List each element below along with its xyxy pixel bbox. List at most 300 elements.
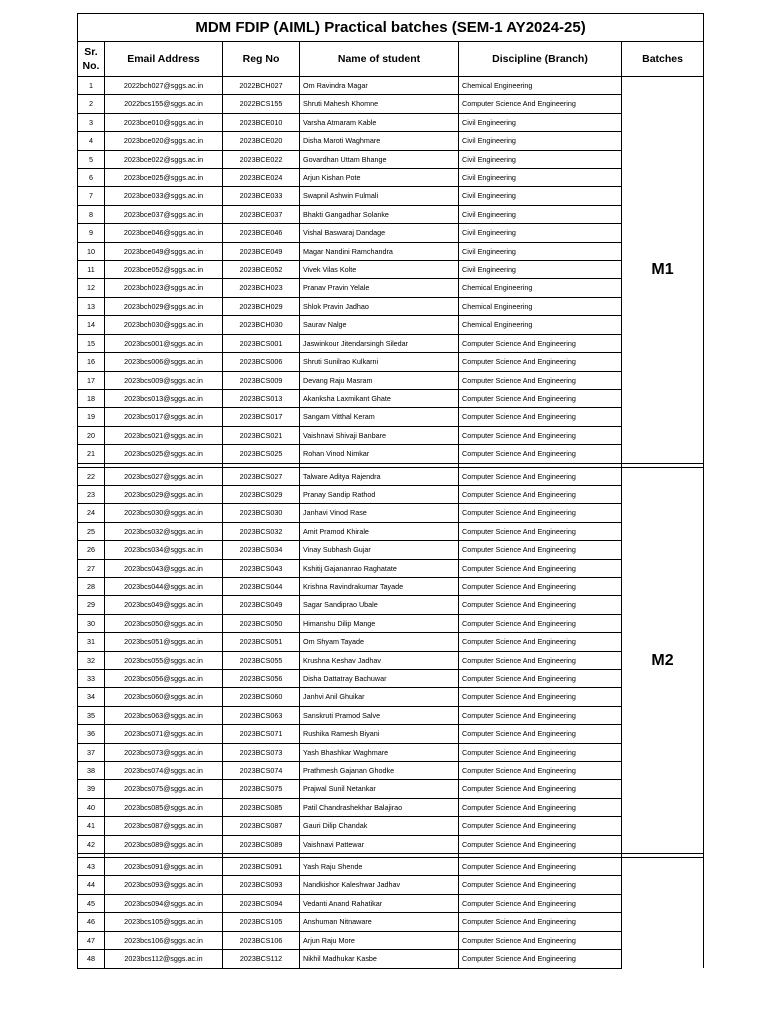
cell-sr-no: 29 — [78, 596, 105, 614]
cell-sr-no: 17 — [78, 371, 105, 389]
cell-student-name: Janhvi Anil Ghuikar — [300, 688, 459, 706]
cell-discipline: Computer Science And Engineering — [459, 389, 622, 407]
cell-sr-no: 1 — [78, 77, 105, 95]
cell-discipline: Computer Science And Engineering — [459, 876, 622, 894]
batch-label: M1 — [622, 77, 704, 464]
cell-reg-no: 2023BCS027 — [223, 467, 300, 485]
cell-student-name: Yash Bhashkar Waghmare — [300, 743, 459, 761]
cell-reg-no: 2023BCS075 — [223, 780, 300, 798]
cell-email: 2023bcs112@sggs.ac.in — [105, 950, 223, 968]
cell-sr-no: 38 — [78, 762, 105, 780]
table-row — [78, 353, 704, 371]
cell-discipline: Computer Science And Engineering — [459, 445, 622, 463]
table-row — [78, 242, 704, 260]
cell-sr-no: 40 — [78, 798, 105, 816]
cell-email: 2023bch029@sggs.ac.in — [105, 297, 223, 315]
cell-discipline: Civil Engineering — [459, 187, 622, 205]
cell-discipline: Computer Science And Engineering — [459, 780, 622, 798]
cell-student-name: Magar Nandini Ramchandra — [300, 242, 459, 260]
table-row — [78, 371, 704, 389]
table-row — [78, 485, 704, 503]
cell-email: 2023bcs091@sggs.ac.in — [105, 858, 223, 876]
cell-reg-no: 2023BCE049 — [223, 242, 300, 260]
cell-discipline: Computer Science And Engineering — [459, 688, 622, 706]
cell-discipline: Computer Science And Engineering — [459, 426, 622, 444]
cell-sr-no: 22 — [78, 467, 105, 485]
cell-student-name: Akanksha Laxmikant Ghate — [300, 389, 459, 407]
cell-reg-no: 2023BCS029 — [223, 485, 300, 503]
table-row — [78, 614, 704, 632]
cell-email: 2023bcs056@sggs.ac.in — [105, 670, 223, 688]
table-row — [78, 950, 704, 968]
table-row — [78, 913, 704, 931]
cell-discipline: Civil Engineering — [459, 224, 622, 242]
table-row — [78, 224, 704, 242]
cell-email: 2023bcs105@sggs.ac.in — [105, 913, 223, 931]
cell-student-name: Gauri Dilip Chandak — [300, 817, 459, 835]
cell-student-name: Govardhan Uttam Bhange — [300, 150, 459, 168]
table-row — [78, 688, 704, 706]
cell-discipline: Computer Science And Engineering — [459, 95, 622, 113]
cell-reg-no: 2023BCS063 — [223, 706, 300, 724]
cell-reg-no: 2023BCE037 — [223, 205, 300, 223]
cell-email: 2023bce010@sggs.ac.in — [105, 113, 223, 131]
table-row — [78, 408, 704, 426]
cell-email: 2023bcs034@sggs.ac.in — [105, 541, 223, 559]
cell-sr-no: 26 — [78, 541, 105, 559]
cell-sr-no: 34 — [78, 688, 105, 706]
table-row — [78, 261, 704, 279]
batch-table — [77, 13, 704, 969]
cell-email: 2023bcs043@sggs.ac.in — [105, 559, 223, 577]
cell-student-name: Krishna Ravindrakumar Tayade — [300, 577, 459, 595]
cell-student-name: Bhakti Gangadhar Solanke — [300, 205, 459, 223]
cell-sr-no: 46 — [78, 913, 105, 931]
table-row — [78, 95, 704, 113]
table-row — [78, 743, 704, 761]
cell-discipline: Computer Science And Engineering — [459, 798, 622, 816]
cell-discipline: Computer Science And Engineering — [459, 913, 622, 931]
cell-reg-no: 2023BCE046 — [223, 224, 300, 242]
cell-sr-no: 7 — [78, 187, 105, 205]
cell-reg-no: 2023BCS021 — [223, 426, 300, 444]
table-row — [78, 522, 704, 540]
cell-student-name: Amit Pramod Khirale — [300, 522, 459, 540]
table-body — [78, 77, 704, 969]
cell-student-name: Arjun Raju More — [300, 931, 459, 949]
cell-reg-no: 2023BCE033 — [223, 187, 300, 205]
cell-discipline: Computer Science And Engineering — [459, 467, 622, 485]
table-row — [78, 316, 704, 334]
table-row — [78, 858, 704, 876]
cell-reg-no: 2023BCS087 — [223, 817, 300, 835]
cell-reg-no: 2023BCS006 — [223, 353, 300, 371]
cell-student-name: Disha Dattatray Bachuwar — [300, 670, 459, 688]
table-row — [78, 876, 704, 894]
table-row — [78, 835, 704, 853]
cell-student-name: Sanskruti Pramod Salve — [300, 706, 459, 724]
cell-student-name: Talware Aditya Rajendra — [300, 467, 459, 485]
cell-discipline: Computer Science And Engineering — [459, 950, 622, 968]
table-row — [78, 389, 704, 407]
table-row — [78, 279, 704, 297]
cell-reg-no: 2023BCS050 — [223, 614, 300, 632]
table-row — [78, 113, 704, 131]
cell-sr-no: 3 — [78, 113, 105, 131]
cell-reg-no: 2023BCS071 — [223, 725, 300, 743]
cell-discipline: Chemical Engineering — [459, 297, 622, 315]
cell-discipline: Computer Science And Engineering — [459, 931, 622, 949]
cell-discipline: Computer Science And Engineering — [459, 835, 622, 853]
cell-sr-no: 16 — [78, 353, 105, 371]
cell-discipline: Computer Science And Engineering — [459, 504, 622, 522]
table-row — [78, 132, 704, 150]
cell-student-name: Om Ravindra Magar — [300, 77, 459, 95]
cell-reg-no: 2023BCS094 — [223, 894, 300, 912]
cell-student-name: Prajwal Sunil Netankar — [300, 780, 459, 798]
cell-reg-no: 2023BCE052 — [223, 261, 300, 279]
header-name: Name of student — [300, 42, 459, 77]
cell-sr-no: 39 — [78, 780, 105, 798]
cell-discipline: Chemical Engineering — [459, 279, 622, 297]
cell-discipline: Civil Engineering — [459, 169, 622, 187]
cell-student-name: Vaishnavi Pattewar — [300, 835, 459, 853]
table-row — [78, 445, 704, 463]
cell-sr-no: 35 — [78, 706, 105, 724]
cell-sr-no: 42 — [78, 835, 105, 853]
cell-email: 2023bcs050@sggs.ac.in — [105, 614, 223, 632]
cell-sr-no: 8 — [78, 205, 105, 223]
table-row — [78, 577, 704, 595]
cell-email: 2023bcs030@sggs.ac.in — [105, 504, 223, 522]
cell-sr-no: 28 — [78, 577, 105, 595]
cell-student-name: Pranay Sandip Rathod — [300, 485, 459, 503]
cell-email: 2023bcs025@sggs.ac.in — [105, 445, 223, 463]
cell-discipline: Computer Science And Engineering — [459, 633, 622, 651]
cell-reg-no: 2023BCS049 — [223, 596, 300, 614]
cell-discipline: Computer Science And Engineering — [459, 858, 622, 876]
cell-email: 2023bce025@sggs.ac.in — [105, 169, 223, 187]
cell-email: 2023bce049@sggs.ac.in — [105, 242, 223, 260]
table-row — [78, 651, 704, 669]
cell-sr-no: 15 — [78, 334, 105, 352]
table-row — [78, 931, 704, 949]
cell-email: 2023bcs071@sggs.ac.in — [105, 725, 223, 743]
cell-email: 2023bce052@sggs.ac.in — [105, 261, 223, 279]
cell-discipline: Civil Engineering — [459, 242, 622, 260]
cell-email: 2023bcs060@sggs.ac.in — [105, 688, 223, 706]
cell-discipline: Computer Science And Engineering — [459, 577, 622, 595]
table-row — [78, 817, 704, 835]
cell-reg-no: 2023BCH029 — [223, 297, 300, 315]
cell-reg-no: 2023BCS055 — [223, 651, 300, 669]
cell-sr-no: 23 — [78, 485, 105, 503]
cell-sr-no: 31 — [78, 633, 105, 651]
cell-student-name: Sangam Vitthal Keram — [300, 408, 459, 426]
table-row — [78, 725, 704, 743]
cell-student-name: Shlok Pravin Jadhao — [300, 297, 459, 315]
table-row — [78, 706, 704, 724]
cell-reg-no: 2023BCS030 — [223, 504, 300, 522]
cell-discipline: Computer Science And Engineering — [459, 485, 622, 503]
cell-email: 2023bce020@sggs.ac.in — [105, 132, 223, 150]
table-row — [78, 297, 704, 315]
cell-email: 2023bcs006@sggs.ac.in — [105, 353, 223, 371]
cell-reg-no: 2023BCE020 — [223, 132, 300, 150]
table-row — [78, 504, 704, 522]
cell-discipline: Civil Engineering — [459, 150, 622, 168]
cell-email: 2023bcs027@sggs.ac.in — [105, 467, 223, 485]
batch-label — [622, 858, 704, 968]
cell-email: 2023bcs087@sggs.ac.in — [105, 817, 223, 835]
cell-email: 2023bcs013@sggs.ac.in — [105, 389, 223, 407]
cell-sr-no: 2 — [78, 95, 105, 113]
cell-sr-no: 9 — [78, 224, 105, 242]
table-row — [78, 205, 704, 223]
cell-discipline: Computer Science And Engineering — [459, 559, 622, 577]
cell-reg-no: 2023BCS105 — [223, 913, 300, 931]
cell-sr-no: 6 — [78, 169, 105, 187]
cell-reg-no: 2022BCH027 — [223, 77, 300, 95]
cell-student-name: Nikhil Madhukar Kasbe — [300, 950, 459, 968]
cell-email: 2023bcs049@sggs.ac.in — [105, 596, 223, 614]
table-row — [78, 780, 704, 798]
table-row — [78, 894, 704, 912]
document-title: MDM FDIP (AIML) Practical batches (SEM-1 AY2024-25) — [78, 14, 704, 42]
cell-email: 2023bcs094@sggs.ac.in — [105, 894, 223, 912]
cell-sr-no: 33 — [78, 670, 105, 688]
cell-reg-no: 2023BCE010 — [223, 113, 300, 131]
cell-reg-no: 2023BCS074 — [223, 762, 300, 780]
cell-email: 2023bch030@sggs.ac.in — [105, 316, 223, 334]
cell-reg-no: 2023BCS112 — [223, 950, 300, 968]
cell-reg-no: 2023BCS009 — [223, 371, 300, 389]
cell-sr-no: 48 — [78, 950, 105, 968]
cell-reg-no: 2023BCS017 — [223, 408, 300, 426]
cell-email: 2023bcs021@sggs.ac.in — [105, 426, 223, 444]
cell-sr-no: 11 — [78, 261, 105, 279]
cell-discipline: Computer Science And Engineering — [459, 522, 622, 540]
cell-student-name: Patil Chandrashekhar Balajirao — [300, 798, 459, 816]
cell-reg-no: 2023BCS044 — [223, 577, 300, 595]
cell-student-name: Shruti Mahesh Khomne — [300, 95, 459, 113]
cell-sr-no: 19 — [78, 408, 105, 426]
cell-discipline: Computer Science And Engineering — [459, 353, 622, 371]
cell-sr-no: 47 — [78, 931, 105, 949]
cell-student-name: Pranav Pravin Yelale — [300, 279, 459, 297]
cell-sr-no: 5 — [78, 150, 105, 168]
table-row — [78, 150, 704, 168]
cell-sr-no: 20 — [78, 426, 105, 444]
cell-email: 2023bcs009@sggs.ac.in — [105, 371, 223, 389]
cell-email: 2023bcs093@sggs.ac.in — [105, 876, 223, 894]
header-email: Email Address — [105, 42, 223, 77]
cell-discipline: Computer Science And Engineering — [459, 706, 622, 724]
cell-student-name: Krushna Keshav Jadhav — [300, 651, 459, 669]
cell-email: 2023bce046@sggs.ac.in — [105, 224, 223, 242]
cell-reg-no: 2023BCS060 — [223, 688, 300, 706]
cell-student-name: Swapnil Ashwin Fulmali — [300, 187, 459, 205]
cell-discipline: Civil Engineering — [459, 261, 622, 279]
cell-sr-no: 30 — [78, 614, 105, 632]
table-row — [78, 187, 704, 205]
cell-email: 2023bcs001@sggs.ac.in — [105, 334, 223, 352]
cell-reg-no: 2023BCS089 — [223, 835, 300, 853]
header-sr-no: Sr. No. — [78, 42, 105, 77]
cell-sr-no: 27 — [78, 559, 105, 577]
cell-student-name: Yash Raju Shende — [300, 858, 459, 876]
cell-reg-no: 2023BCE024 — [223, 169, 300, 187]
table-row — [78, 77, 704, 95]
cell-reg-no: 2023BCS106 — [223, 931, 300, 949]
cell-email: 2022bch027@sggs.ac.in — [105, 77, 223, 95]
cell-sr-no: 10 — [78, 242, 105, 260]
cell-student-name: Varsha Atmaram Kable — [300, 113, 459, 131]
cell-student-name: Vinay Subhash Gujar — [300, 541, 459, 559]
cell-email: 2023bcs029@sggs.ac.in — [105, 485, 223, 503]
cell-discipline: Chemical Engineering — [459, 77, 622, 95]
cell-discipline: Computer Science And Engineering — [459, 408, 622, 426]
cell-reg-no: 2023BCH023 — [223, 279, 300, 297]
cell-email: 2023bcs074@sggs.ac.in — [105, 762, 223, 780]
cell-email: 2023bcs089@sggs.ac.in — [105, 835, 223, 853]
cell-sr-no: 43 — [78, 858, 105, 876]
cell-email: 2023bcs017@sggs.ac.in — [105, 408, 223, 426]
cell-email: 2023bcs055@sggs.ac.in — [105, 651, 223, 669]
cell-reg-no: 2023BCS051 — [223, 633, 300, 651]
table-row — [78, 798, 704, 816]
batch-label: M2 — [622, 467, 704, 854]
cell-student-name: Vedanti Anand Rahatikar — [300, 894, 459, 912]
header-reg-no: Reg No — [223, 42, 300, 77]
cell-email: 2023bch023@sggs.ac.in — [105, 279, 223, 297]
cell-sr-no: 36 — [78, 725, 105, 743]
cell-sr-no: 24 — [78, 504, 105, 522]
cell-discipline: Computer Science And Engineering — [459, 762, 622, 780]
cell-email: 2023bcs051@sggs.ac.in — [105, 633, 223, 651]
cell-reg-no: 2023BCS034 — [223, 541, 300, 559]
cell-student-name: Jaswinkour Jitendarsingh Siledar — [300, 334, 459, 352]
cell-student-name: Sagar Sandiprao Ubale — [300, 596, 459, 614]
cell-sr-no: 13 — [78, 297, 105, 315]
table-row — [78, 467, 704, 485]
cell-email: 2023bcs073@sggs.ac.in — [105, 743, 223, 761]
cell-reg-no: 2023BCS043 — [223, 559, 300, 577]
cell-student-name: Rohan Vinod Nimkar — [300, 445, 459, 463]
table-row — [78, 334, 704, 352]
table-row — [78, 670, 704, 688]
table-row — [78, 596, 704, 614]
header-discipline: Discipline (Branch) — [459, 42, 622, 77]
cell-sr-no: 25 — [78, 522, 105, 540]
cell-discipline: Computer Science And Engineering — [459, 596, 622, 614]
cell-discipline: Computer Science And Engineering — [459, 651, 622, 669]
cell-student-name: Arjun Kishan Pote — [300, 169, 459, 187]
cell-student-name: Prathmesh Gajanan Ghodke — [300, 762, 459, 780]
cell-reg-no: 2023BCS056 — [223, 670, 300, 688]
cell-email: 2023bce022@sggs.ac.in — [105, 150, 223, 168]
table-row — [78, 762, 704, 780]
cell-reg-no: 2023BCS013 — [223, 389, 300, 407]
cell-discipline: Computer Science And Engineering — [459, 371, 622, 389]
cell-reg-no: 2023BCS093 — [223, 876, 300, 894]
cell-reg-no: 2022BCS155 — [223, 95, 300, 113]
cell-sr-no: 4 — [78, 132, 105, 150]
cell-student-name: Vivek Vilas Kolte — [300, 261, 459, 279]
cell-student-name: Janhavi Vinod Rase — [300, 504, 459, 522]
header-batches: Batches — [622, 42, 704, 77]
cell-email: 2023bcs044@sggs.ac.in — [105, 577, 223, 595]
cell-reg-no: 2023BCS091 — [223, 858, 300, 876]
cell-discipline: Computer Science And Engineering — [459, 541, 622, 559]
cell-sr-no: 45 — [78, 894, 105, 912]
cell-student-name: Kshitij Gajananrao Raghatate — [300, 559, 459, 577]
cell-student-name: Himanshu Dilip Mange — [300, 614, 459, 632]
cell-student-name: Vaishnavi Shivaji Banbare — [300, 426, 459, 444]
cell-sr-no: 12 — [78, 279, 105, 297]
table-row — [78, 541, 704, 559]
cell-student-name: Om Shyam Tayade — [300, 633, 459, 651]
cell-discipline: Computer Science And Engineering — [459, 894, 622, 912]
cell-student-name: Nandkishor Kaleshwar Jadhav — [300, 876, 459, 894]
cell-email: 2023bcs063@sggs.ac.in — [105, 706, 223, 724]
cell-student-name: Vishal Baswaraj Dandage — [300, 224, 459, 242]
cell-reg-no: 2023BCH030 — [223, 316, 300, 334]
cell-sr-no: 18 — [78, 389, 105, 407]
cell-reg-no: 2023BCS085 — [223, 798, 300, 816]
cell-discipline: Chemical Engineering — [459, 316, 622, 334]
cell-sr-no: 41 — [78, 817, 105, 835]
cell-student-name: Saurav Nalge — [300, 316, 459, 334]
cell-sr-no: 32 — [78, 651, 105, 669]
cell-discipline: Civil Engineering — [459, 113, 622, 131]
cell-student-name: Rushika Ramesh Biyani — [300, 725, 459, 743]
cell-reg-no: 2023BCS001 — [223, 334, 300, 352]
cell-discipline: Computer Science And Engineering — [459, 614, 622, 632]
cell-email: 2023bce033@sggs.ac.in — [105, 187, 223, 205]
cell-student-name: Devang Raju Masram — [300, 371, 459, 389]
cell-student-name: Disha Maroti Waghmare — [300, 132, 459, 150]
cell-student-name: Shruti Sunilrao Kulkarni — [300, 353, 459, 371]
cell-reg-no: 2023BCS025 — [223, 445, 300, 463]
cell-discipline: Civil Engineering — [459, 205, 622, 223]
cell-student-name: Anshuman Nitnaware — [300, 913, 459, 931]
cell-email: 2022bcs155@sggs.ac.in — [105, 95, 223, 113]
cell-email: 2023bcs032@sggs.ac.in — [105, 522, 223, 540]
cell-discipline: Civil Engineering — [459, 132, 622, 150]
batch-sheet — [77, 13, 703, 969]
cell-sr-no: 21 — [78, 445, 105, 463]
cell-email: 2023bcs106@sggs.ac.in — [105, 931, 223, 949]
cell-discipline: Computer Science And Engineering — [459, 817, 622, 835]
cell-email: 2023bce037@sggs.ac.in — [105, 205, 223, 223]
cell-email: 2023bcs085@sggs.ac.in — [105, 798, 223, 816]
cell-discipline: Computer Science And Engineering — [459, 670, 622, 688]
cell-sr-no: 44 — [78, 876, 105, 894]
cell-reg-no: 2023BCS073 — [223, 743, 300, 761]
table-row — [78, 559, 704, 577]
cell-discipline: Computer Science And Engineering — [459, 743, 622, 761]
cell-reg-no: 2023BCE022 — [223, 150, 300, 168]
cell-reg-no: 2023BCS032 — [223, 522, 300, 540]
table-row — [78, 169, 704, 187]
cell-sr-no: 14 — [78, 316, 105, 334]
cell-email: 2023bcs075@sggs.ac.in — [105, 780, 223, 798]
cell-discipline: Computer Science And Engineering — [459, 334, 622, 352]
table-row — [78, 426, 704, 444]
cell-discipline: Computer Science And Engineering — [459, 725, 622, 743]
table-row — [78, 633, 704, 651]
